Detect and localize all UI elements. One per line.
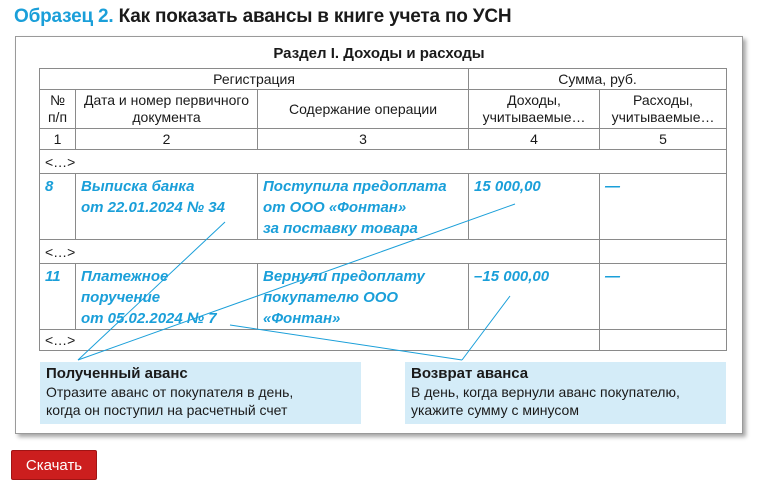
callout-line-received [78,204,515,360]
callout-line-received [78,222,225,360]
note-text: Отразите аванс от покупателя в день, [46,384,294,400]
col-number: 3 [258,129,469,150]
group-registration: Регистрация [40,69,469,90]
entry-document-line: поручение [81,289,161,306]
entry-expense: — [600,174,727,240]
col-header-doc: Дата и номер первичного документа [76,90,258,129]
entry-number: 11 [40,264,76,330]
download-button[interactable]: Скачать [11,450,97,480]
heading-prefix: Образец 2. [14,6,114,27]
entry-income: 15 000,00 [469,174,600,240]
note-title: Возврат аванса [411,365,529,382]
callout-line-return [462,296,510,360]
entry-number: 8 [40,174,76,240]
entry-operation-line: «Фонтан» [263,310,341,327]
callout-line-return [230,325,462,360]
col-header-num: № п/п [40,90,76,129]
note-return-advance [405,362,726,424]
entry-document-line: Платежное [81,268,169,285]
col-header-operation: Содержание операции [258,90,469,129]
note-text: укажите сумму с минусом [411,402,579,418]
entry-operation-line: от ООО «Фонтан» [263,199,407,216]
section-title: Раздел I. Доходы и расходы [273,45,485,62]
note-text: В день, когда вернули аванс покупателю, [411,384,680,400]
col-header-income: Доходы, учитываемые… [469,90,600,129]
entry-operation-line: покупателю ООО [263,289,399,306]
entry-operation-line: Вернули предоплату [263,268,425,285]
note-received-advance [40,362,361,424]
col-header-expense: Расходы, учитываемые… [600,90,727,129]
col-number: 2 [76,129,258,150]
skip-marker: <…> [40,150,727,174]
heading-title: Как показать авансы в книге учета по УСН [118,6,512,27]
skip-marker: <…> [40,240,600,264]
skip-marker: <…> [40,330,600,351]
note-title: Полученный аванс [46,365,188,382]
group-sum: Сумма, руб. [469,69,727,90]
entry-document-line: от 05.02.2024 № 7 [81,310,217,327]
col-number: 1 [40,129,76,150]
entry-document-line: Выписка банка [81,178,195,195]
col-number: 5 [600,129,727,150]
entry-expense: — [600,264,727,330]
entry-document-line: от 22.01.2024 № 34 [81,199,225,216]
note-text: когда он поступил на расчетный счет [46,402,288,418]
entry-operation-line: за поставку товара [263,220,418,237]
entry-income: –15 000,00 [469,264,600,330]
col-number: 4 [469,129,600,150]
entry-operation-line: Поступила предоплата [263,178,447,195]
